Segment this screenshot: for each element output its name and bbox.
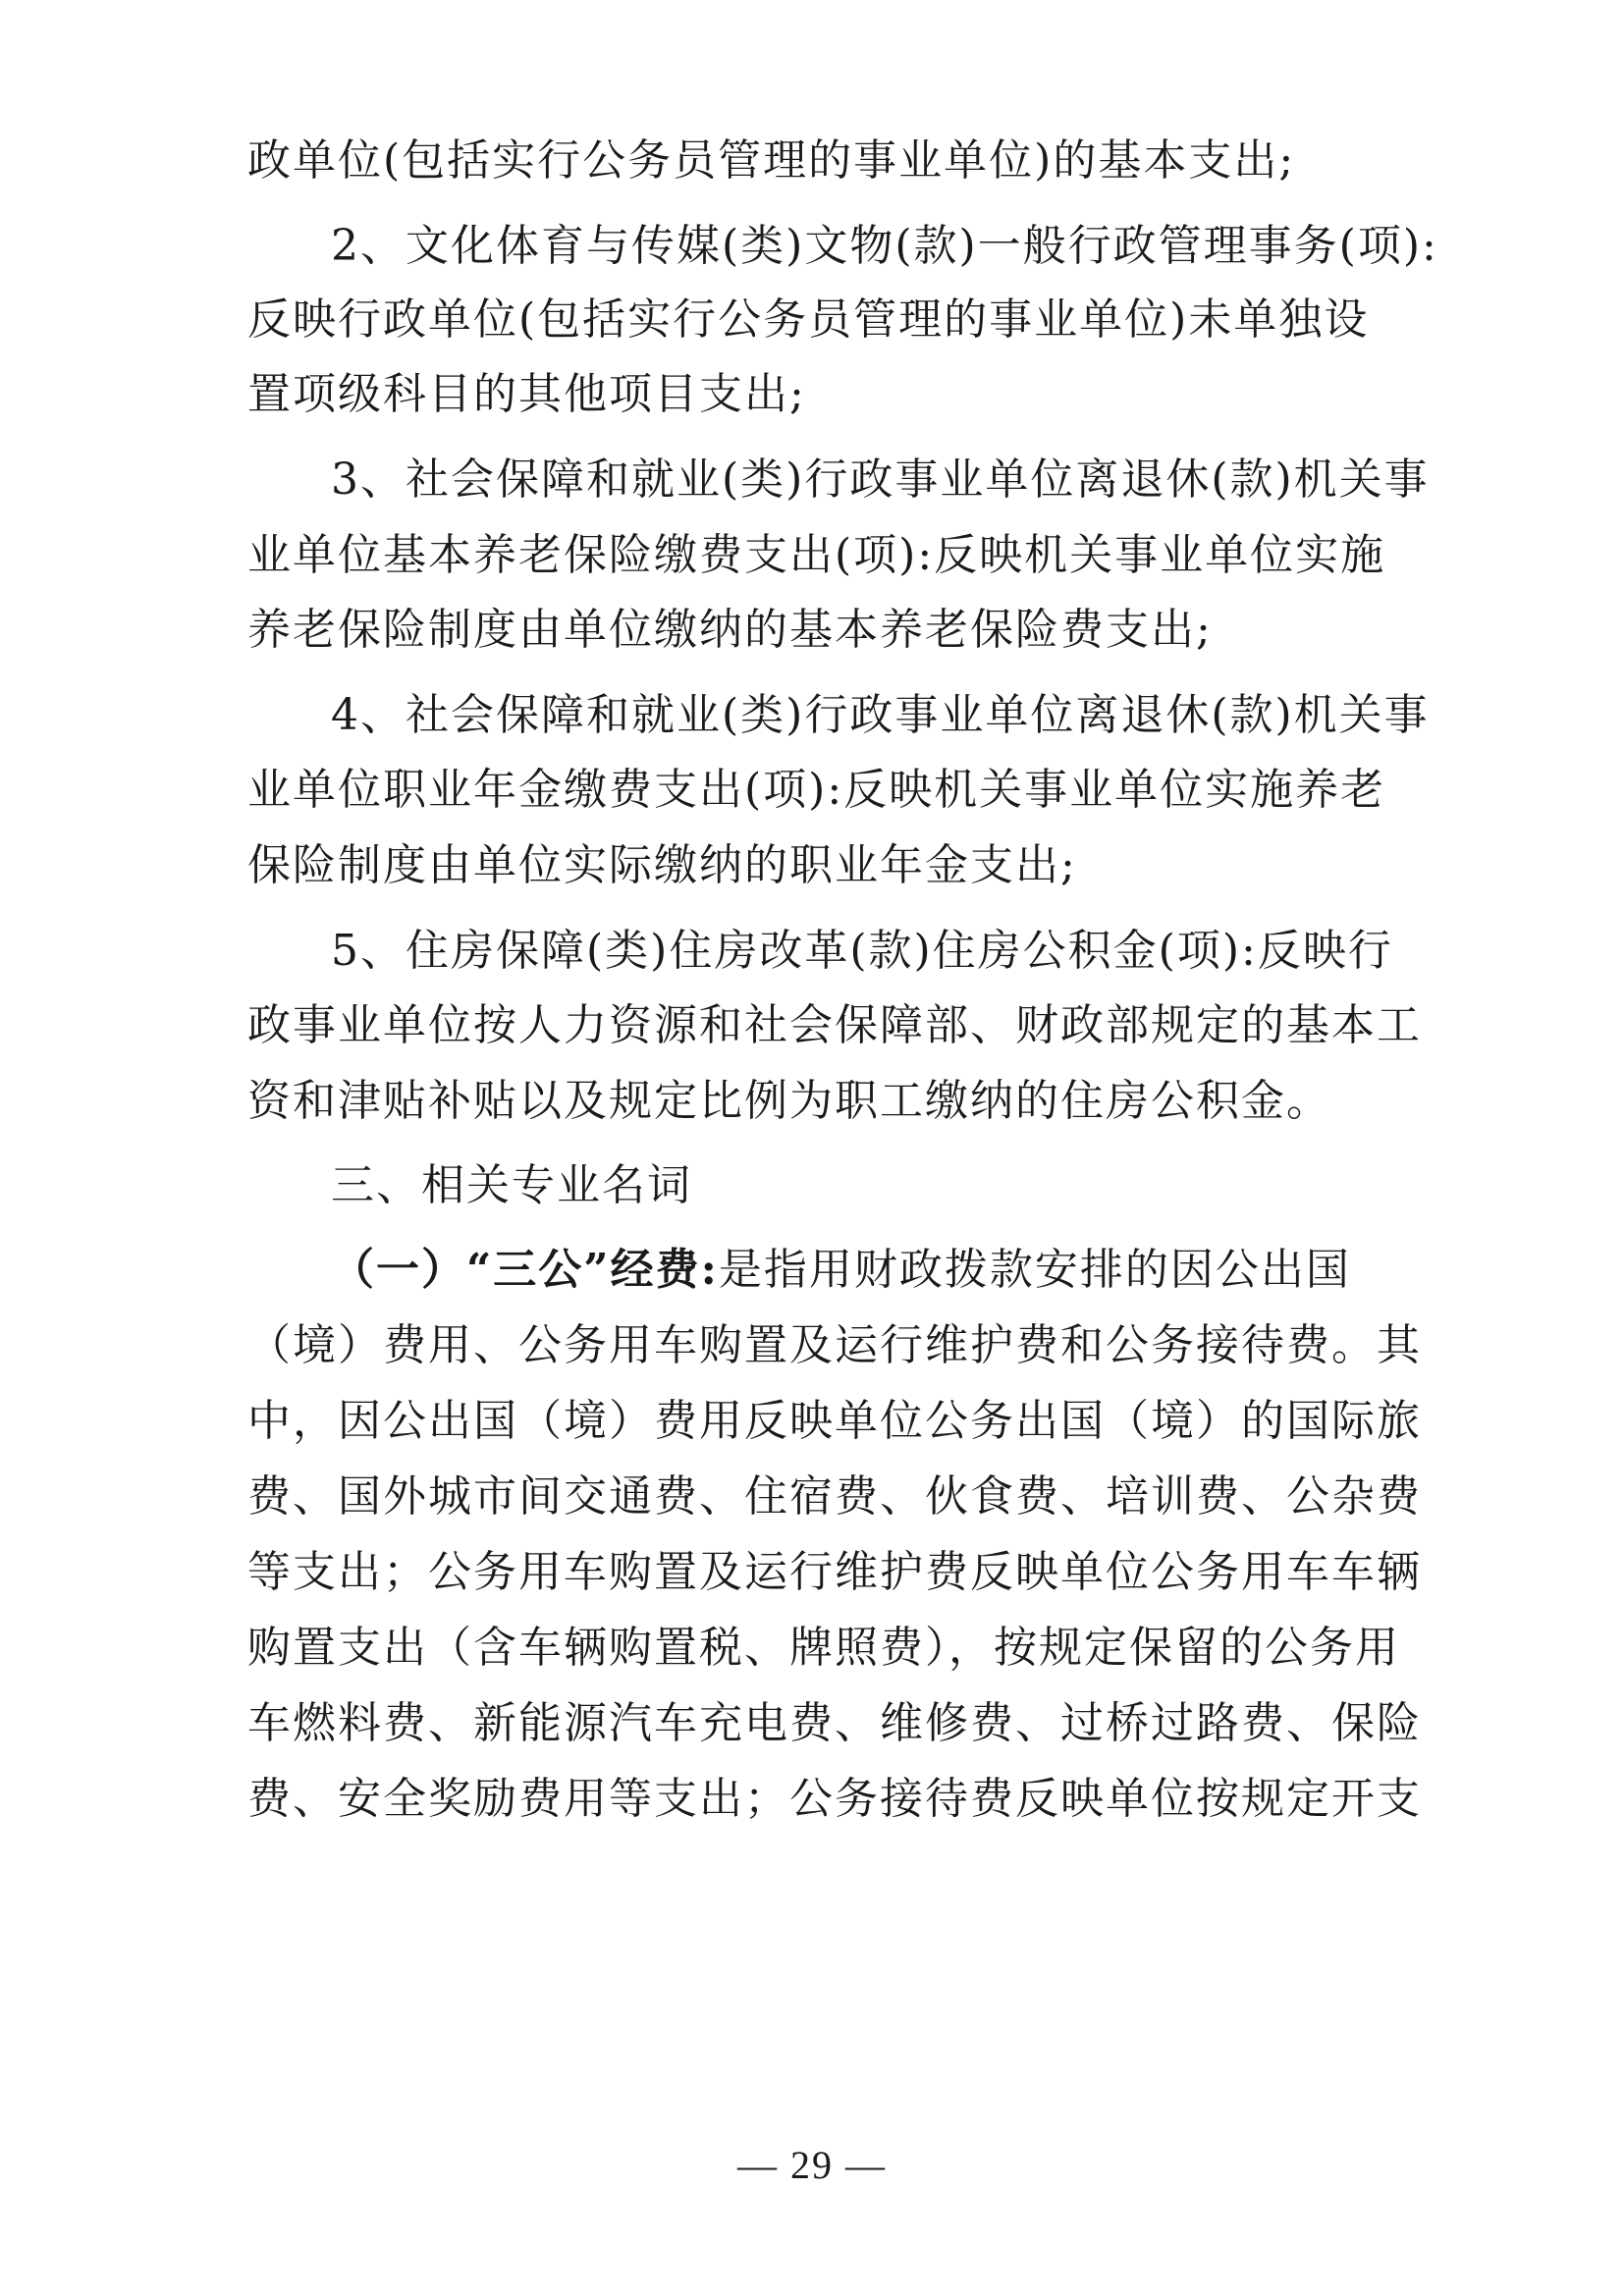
body-line: 政事业单位按人力资源和社会保障部、财政部规定的基本工 bbox=[247, 1000, 1422, 1050]
list-item-5-line: 5、住房保障(类)住房改革(款)住房公积金(项):反映行 bbox=[331, 926, 1393, 976]
body-line: 费、安全奖励费用等支出；公务接待费反映单位按规定开支 bbox=[247, 1774, 1422, 1824]
term-definition-start: 是指用财政拨款安排的因公出国 bbox=[718, 1245, 1351, 1295]
body-line: 政单位(包括实行公务员管理的事业单位)的基本支出; bbox=[247, 135, 1296, 186]
list-item-4-line: 4、社会保障和就业(类)行政事业单位离退休(款)机关事 bbox=[331, 690, 1430, 740]
section-heading: 三、相关专业名词 bbox=[331, 1160, 692, 1210]
list-item-3-line: 3、社会保障和就业(类)行政事业单位离退休(款)机关事 bbox=[331, 454, 1430, 505]
body-line: 反映行政单位(包括实行公务员管理的事业单位)未单独设 bbox=[247, 294, 1370, 345]
body-line: （境）费用、公务用车购置及运行维护费和公务接待费。其 bbox=[247, 1320, 1422, 1370]
body-line: 业单位基本养老保险缴费支出(项):反映机关事业单位实施 bbox=[247, 530, 1386, 580]
body-line: 保险制度由单位实际缴纳的职业年金支出; bbox=[247, 840, 1077, 890]
page-number: — 29 — bbox=[737, 2143, 887, 2187]
body-line: 养老保险制度由单位缴纳的基本养老保险费支出; bbox=[247, 605, 1213, 655]
list-item-2-line: 2、文化体育与传媒(类)文物(款)一般行政管理事务(项): bbox=[331, 221, 1438, 271]
body-line: 置项级科目的其他项目支出; bbox=[247, 369, 806, 419]
body-line: 资和津贴补贴以及规定比例为职工缴纳的住房公积金。 bbox=[247, 1076, 1331, 1126]
body-line: 中，因公出国（境）费用反映单位公务出国（境）的国际旅 bbox=[247, 1396, 1422, 1446]
body-line: 车燃料费、新能源汽车充电费、维修费、过桥过路费、保险 bbox=[247, 1698, 1422, 1748]
body-line: 购置支出（含车辆购置税、牌照费），按规定保留的公务用 bbox=[247, 1623, 1400, 1673]
body-line: 费、国外城市间交通费、住宿费、伙食费、培训费、公杂费 bbox=[247, 1471, 1422, 1522]
term-label: （一）“三公”经费: bbox=[331, 1245, 719, 1295]
term-paragraph-first-line bbox=[331, 1241, 1386, 1300]
body-line: 等支出；公务用车购置及运行维护费反映单位公务用车车辆 bbox=[247, 1547, 1422, 1597]
body-line: 业单位职业年金缴费支出(项):反映机关事业单位实施养老 bbox=[247, 765, 1386, 815]
